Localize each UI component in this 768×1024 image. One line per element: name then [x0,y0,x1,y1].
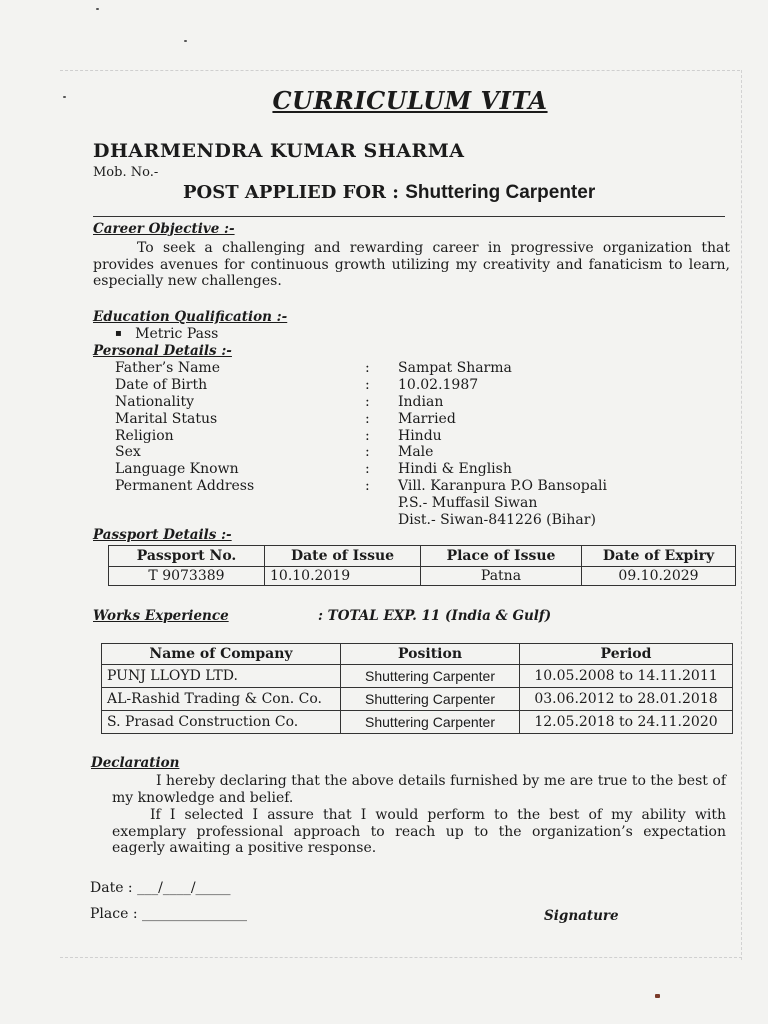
passport-header: Date of Expiry [582,546,736,567]
scan-edge-top [60,70,740,71]
works-cell: 12.05.2018 to 24.11.2020 [520,711,733,734]
pd-value: 10.02.1987 [398,377,479,393]
career-paragraph: To seek a challenging and rewarding career in progressive organization that provides avenues for continuous growth utilizing my creativity and fanaticism to learn, especially new challenges. [93,240,730,289]
declaration-para-1 [112,773,726,806]
place-line: Place : _______________ [90,906,247,922]
header-divider [93,216,725,217]
passport-cell: 10.10.2019 [265,567,421,586]
declaration-text-2: If I selected I assure that I would perform to the best of my ability with exemplary professional approach to reach up to the organization’s expectation eagerly awaiting a positive response. [112,807,726,856]
declaration-para-2 [112,807,726,857]
pd-label: Date of Birth [115,377,208,393]
works-total: : TOTAL EXP. 11 (India & Gulf) [318,608,552,624]
passport-table [108,545,736,586]
works-cell: 10.05.2008 to 14.11.2011 [520,665,733,688]
passport-cell: Patna [421,567,582,586]
works-cell: Shuttering Carpenter [341,711,520,734]
pd-label: Sex [115,444,141,460]
works-cell: AL-Rashid Trading & Con. Co. [102,688,341,711]
pd-label: Nationality [115,394,194,410]
pd-value: Hindu [398,428,442,444]
declaration-text-1: I hereby declaring that the above details furnished by me are true to the best of my knowledge and belief. [112,773,726,806]
career-text [93,240,730,290]
declaration-heading: Declaration [91,755,180,771]
works-header: Name of Company [102,644,341,665]
pd-label: Marital Status [115,411,218,427]
pd-label: Father’s Name [115,360,220,376]
date-line: Date : ___/____/_____ [90,880,231,896]
pd-value: Sampat Sharma [398,360,512,376]
pd-colon: : [365,411,370,427]
scan-edge-right [741,70,742,960]
pd-colon: : [365,377,370,393]
works-cell: S. Prasad Construction Co. [102,711,341,734]
passport-heading: Passport Details :- [93,527,232,543]
career-heading: Career Objective :- [93,221,235,237]
post-applied [183,182,595,204]
address-line-3: Dist.- Siwan-841226 (Bihar) [398,512,596,528]
works-cell: PUNJ LLOYD LTD. [102,665,341,688]
pd-colon: : [365,444,370,460]
pd-label: Permanent Address [115,478,255,494]
address-line-2: P.S.- Muffasil Siwan [398,495,538,511]
scan-speck [655,994,660,998]
works-header: Period [520,644,733,665]
pd-value: Married [398,411,456,427]
post-value: Shuttering Carpenter [405,182,596,203]
passport-cell: T 9073389 [109,567,265,586]
document-title: CURRICULUM VITA [272,86,548,115]
pd-colon: : [365,360,370,376]
passport-header: Date of Issue [265,546,421,567]
works-cell: Shuttering Carpenter [341,665,520,688]
education-heading: Education Qualification :- [93,309,288,325]
scan-speck [96,8,99,10]
personal-heading: Personal Details :- [93,343,232,359]
scan-edge-bottom [60,957,742,958]
pd-value: Indian [398,394,444,410]
pd-colon: : [365,428,370,444]
passport-cell: 09.10.2029 [582,567,736,586]
pd-colon: : [365,461,370,477]
works-table [101,643,733,734]
applicant-name: DHARMENDRA KUMAR SHARMA [93,140,465,162]
pd-value: Vill. Karanpura P.O Bansopali [398,478,608,494]
post-label: POST APPLIED FOR : [183,182,399,203]
passport-header: Passport No. [109,546,265,567]
education-item: ▪ Metric Pass [115,326,219,342]
mobile-label: Mob. No.- [93,165,159,180]
pd-label: Language Known [115,461,239,477]
pd-value: Male [398,444,434,460]
passport-header: Place of Issue [421,546,582,567]
works-cell: 03.06.2012 to 28.01.2018 [520,688,733,711]
pd-value: Hindi & English [398,461,512,477]
pd-label: Religion [115,428,174,444]
education-item-text: Metric Pass [135,326,219,342]
pd-colon: : [365,478,370,494]
works-header: Position [341,644,520,665]
scan-speck [184,40,187,42]
works-heading: Works Experience [93,608,229,624]
signature-label: Signature [544,908,619,924]
works-cell: Shuttering Carpenter [341,688,520,711]
pd-colon: : [365,394,370,410]
